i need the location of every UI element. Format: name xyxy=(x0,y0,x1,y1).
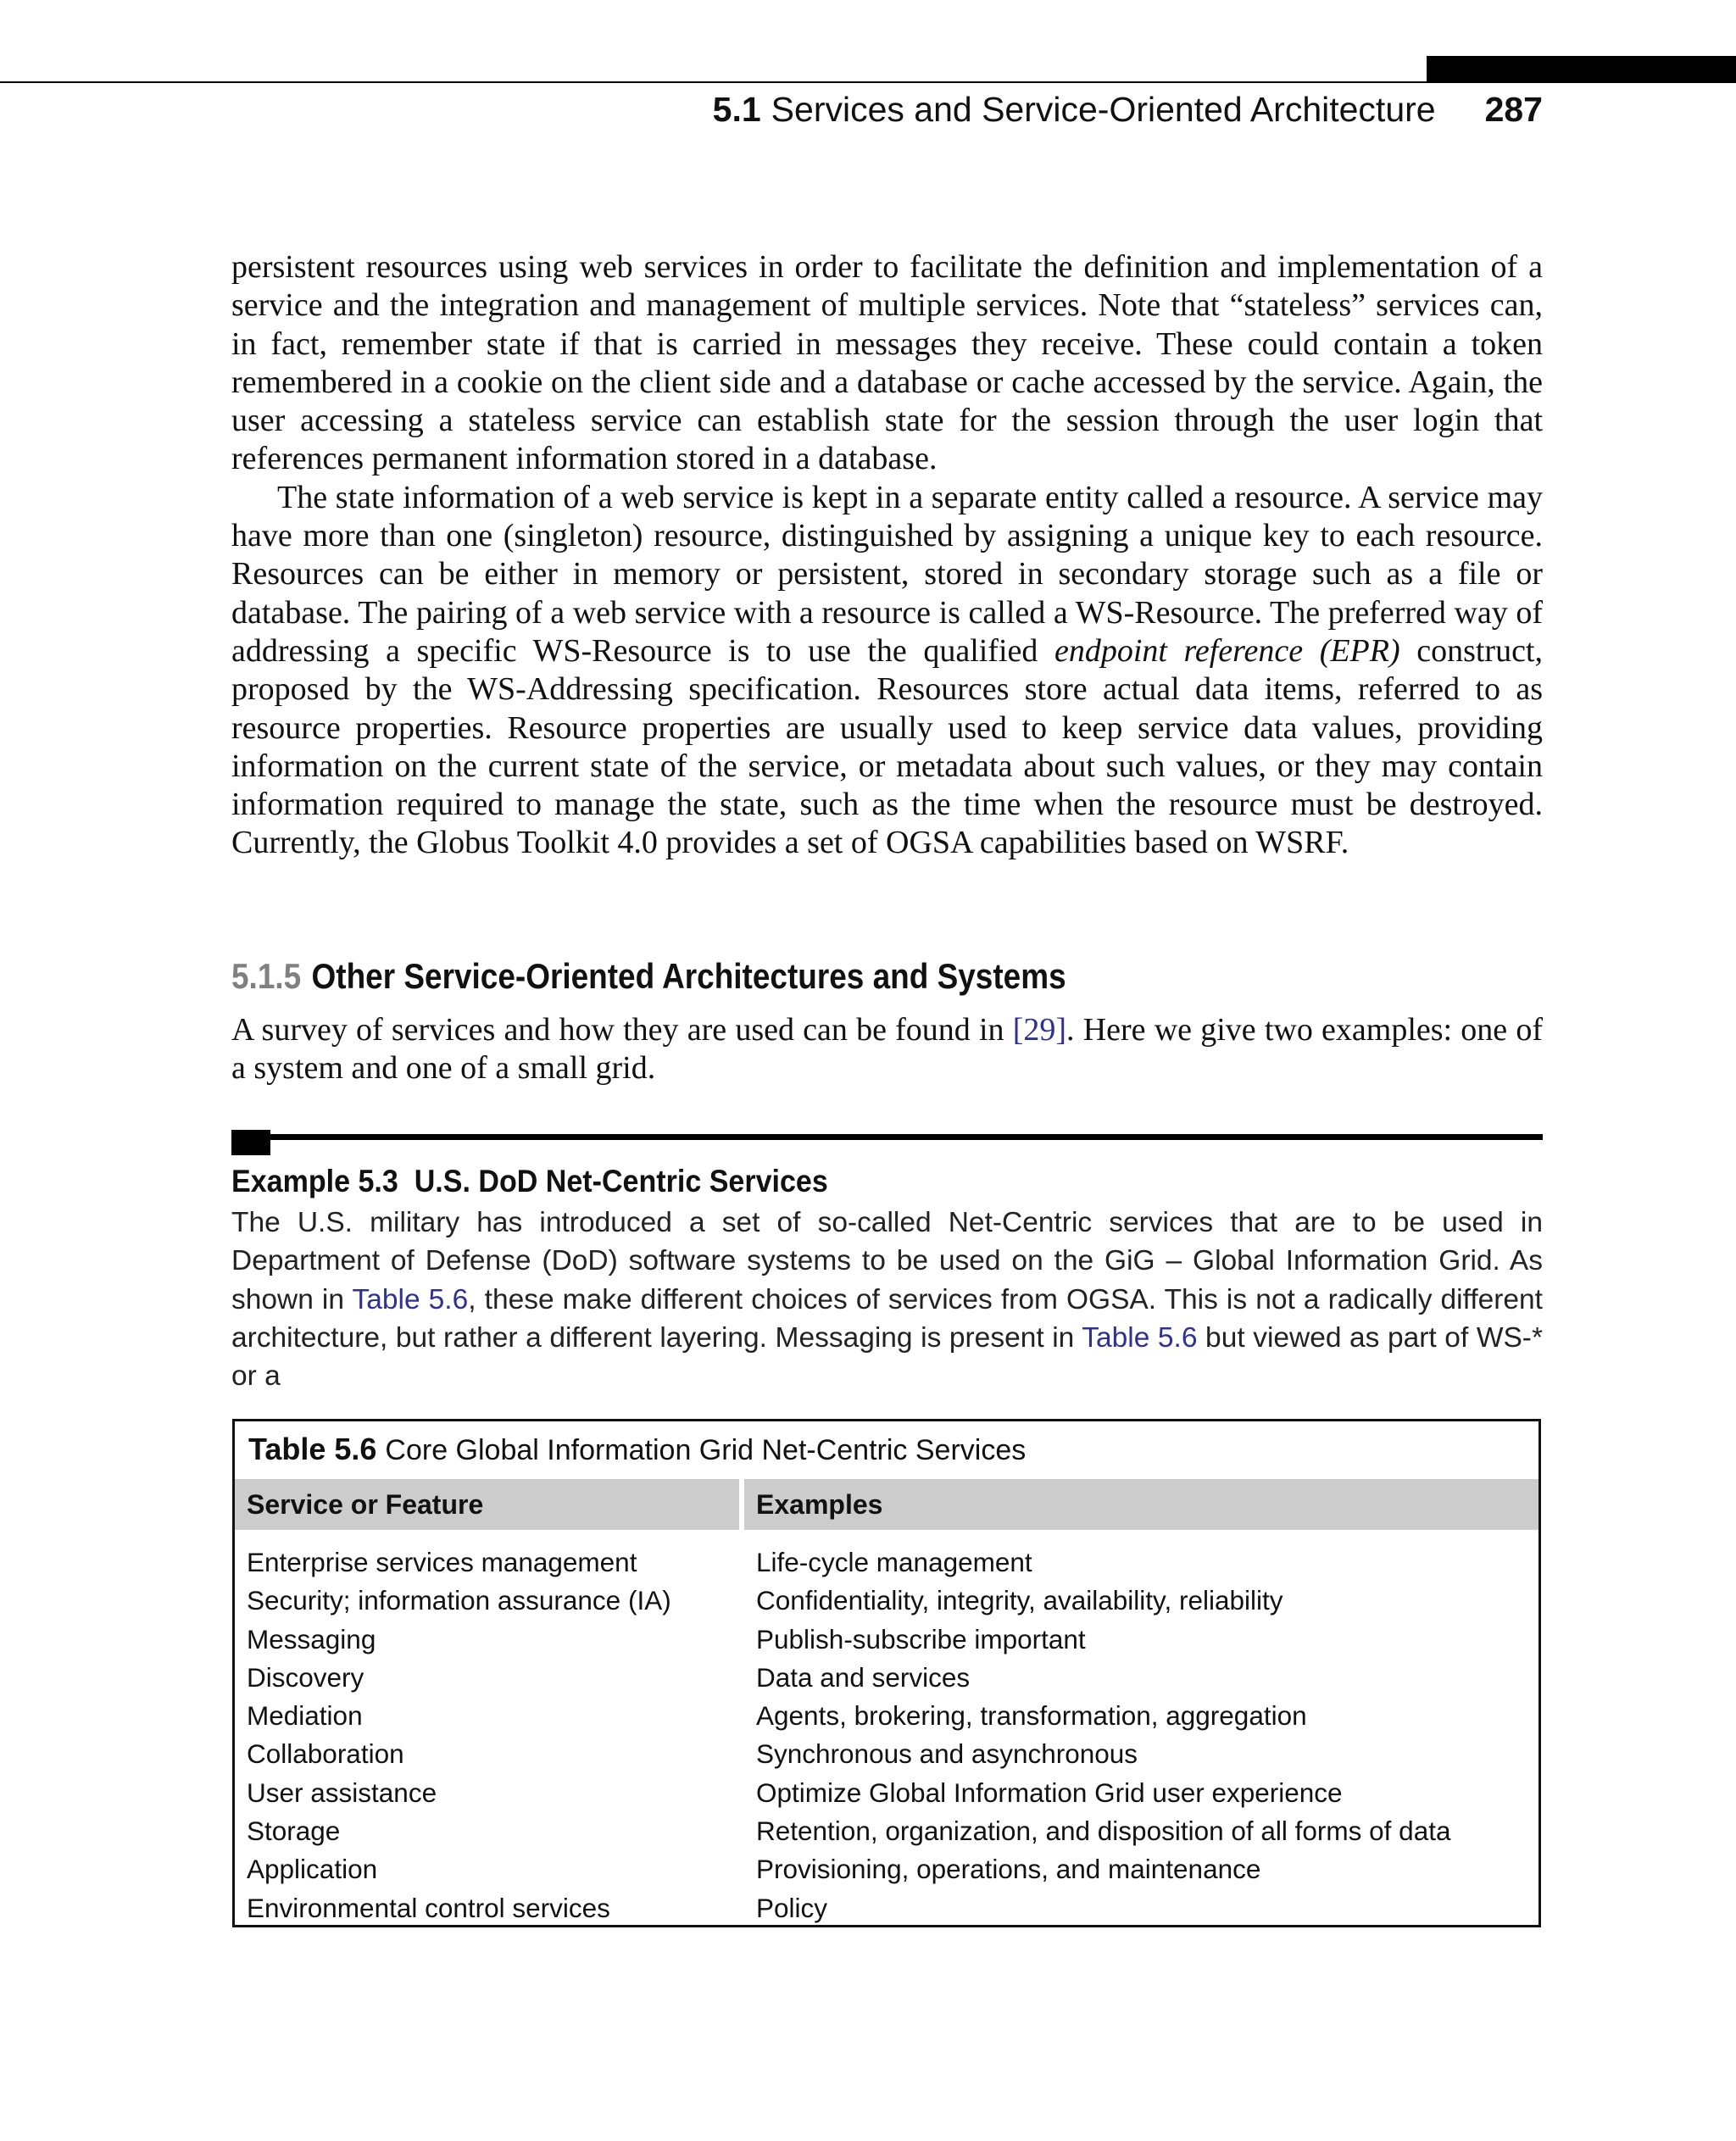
page-number: 287 xyxy=(1484,90,1543,129)
running-head xyxy=(713,90,1543,130)
table-cell-examples: Optimize Global Information Grid user experience xyxy=(756,1777,1343,1808)
subsection-text-b: . Here we give two examples: one of a system and one of a small grid. xyxy=(231,1012,1543,1087)
subsection-text-a: A survey of services and how they are used can be found in xyxy=(231,1012,1013,1048)
table-cell-service: Discovery xyxy=(247,1661,364,1693)
table-caption-text: Core Global Information Grid Net-Centric Services xyxy=(385,1434,1027,1466)
example-rule-block xyxy=(231,1130,270,1155)
running-head-section-number: 5.1 xyxy=(712,90,761,129)
table-cell-service: Security; information assurance (IA) xyxy=(247,1585,671,1616)
table-link-2[interactable]: Table 5.6 xyxy=(1082,1321,1198,1354)
running-head-section-title: Services and Service-Oriented Architecture xyxy=(771,90,1436,129)
table-cell-service: Collaboration xyxy=(247,1738,404,1770)
table-cell-service: User assistance xyxy=(247,1777,437,1808)
table-5-6 xyxy=(232,1419,1541,1927)
subsection-number: 5.1.5 xyxy=(231,956,302,996)
paragraph-1: persistent resources using web services in order to facilitate the definition and implementation of a service and the integration and management of multiple services. Note that “stateless” services can, in fact, remember state if that is carried in messages they receive. These could contain a token remembered in a cookie on the client side and a database or cache accessed by the service. Again, the user accessing a stateless service can establish state for the session through the user login that references permanent information stored in a database. xyxy=(231,249,1543,477)
table-header xyxy=(235,1479,1538,1530)
example-text-c: but viewed as part of WS-* or a xyxy=(231,1321,1543,1393)
table-row xyxy=(235,1774,1538,1812)
table-cell-examples: Data and services xyxy=(756,1661,971,1693)
table-cell-service: Storage xyxy=(247,1816,341,1847)
table-cell-examples: Provisioning, operations, and maintenance xyxy=(756,1854,1261,1885)
table-label: Table 5.6 xyxy=(248,1432,377,1466)
table-cell-service: Enterprise services management xyxy=(247,1547,637,1577)
subsection-paragraph xyxy=(231,1011,1543,1088)
table-cell-service: Application xyxy=(247,1854,378,1885)
table-cell-examples: Synchronous and asynchronous xyxy=(756,1738,1138,1770)
paragraph-2 xyxy=(231,479,1543,863)
table-row xyxy=(235,1850,1538,1888)
subsection-text xyxy=(231,1011,1543,1088)
table-row xyxy=(235,1543,1538,1582)
table-row xyxy=(235,1582,1538,1620)
table-caption xyxy=(248,1432,1026,1467)
table-cell-service: Mediation xyxy=(247,1700,363,1732)
table-cell-examples: Retention, organization, and disposition of all forms of data xyxy=(756,1816,1451,1847)
table-cell-examples: Life-cycle management xyxy=(756,1547,1032,1577)
table-cell-service: Environmental control services xyxy=(247,1892,610,1923)
example-title: U.S. DoD Net-Centric Services xyxy=(414,1164,828,1198)
table-row xyxy=(235,1735,1538,1773)
table-row xyxy=(235,1621,1538,1659)
subsection-heading xyxy=(231,956,1385,997)
table-cell-examples: Policy xyxy=(756,1892,828,1923)
reference-link-29[interactable]: [29] xyxy=(1012,1012,1067,1048)
table-body xyxy=(235,1543,1538,1927)
table-cell-examples: Confidentiality, integrity, availability, reliability xyxy=(756,1585,1283,1616)
table-row xyxy=(235,1659,1538,1697)
column-header-examples: Examples xyxy=(744,1479,1538,1530)
table-cell-examples: Agents, brokering, transformation, aggregation xyxy=(756,1700,1307,1732)
paragraph-2-text-a: The state information of a web service is kept in a separate entity called a resource. A service may have more than one (singleton) resource, distinguished by assigning a unique key to each resource. Resources can be either in memory or persistent, stored in secondary storage such as a file or database. The pairing of a web service with a resource is called a WS-Resource. The preferred way of addressing a specific WS-Resource is to use the qualified xyxy=(231,479,1543,669)
paragraph-2-text-b: construct, proposed by the WS-Addressing specification. Resources store actual data items, referred to as resource properties. Resource properties are usually used to keep service data values, providing information on the current state of the service, or metadata about such values, or they may contain information required to manage the state, such as the time when the resource must be destroyed. Currently, the Globus Toolkit 4.0 provides a set of OGSA capabilities based on WSRF. xyxy=(231,632,1543,861)
paragraph-2-emphasis: endpoint reference (EPR) xyxy=(1054,632,1400,669)
table-cell-examples: Publish-subscribe important xyxy=(756,1623,1086,1654)
subsection-title: Other Service-Oriented Architectures and Systems xyxy=(311,956,1066,996)
example-text-b: , these make different choices of services from OGSA. This is not a radically different architecture, but rather a different layering. Messaging is present in xyxy=(231,1283,1543,1354)
example-text-a: The U.S. military has introduced a set of so-called Net-Centric services that are to be used in Department of Defense (DoD) software systems to be used on the GiG – Global Information Grid. As shown in xyxy=(231,1207,1543,1315)
table-cell-service: Messaging xyxy=(247,1623,376,1654)
example-rule xyxy=(231,1134,1543,1140)
example-heading xyxy=(231,1164,828,1199)
column-header-service: Service or Feature xyxy=(235,1479,739,1530)
table-row xyxy=(235,1697,1538,1735)
header-tab-block xyxy=(1427,56,1736,83)
example-label: Example 5.3 xyxy=(231,1164,398,1198)
example-text xyxy=(231,1204,1543,1395)
table-link-1[interactable]: Table 5.6 xyxy=(352,1283,469,1315)
table-row xyxy=(235,1812,1538,1850)
table-row xyxy=(235,1889,1538,1927)
body-text xyxy=(231,248,1543,863)
